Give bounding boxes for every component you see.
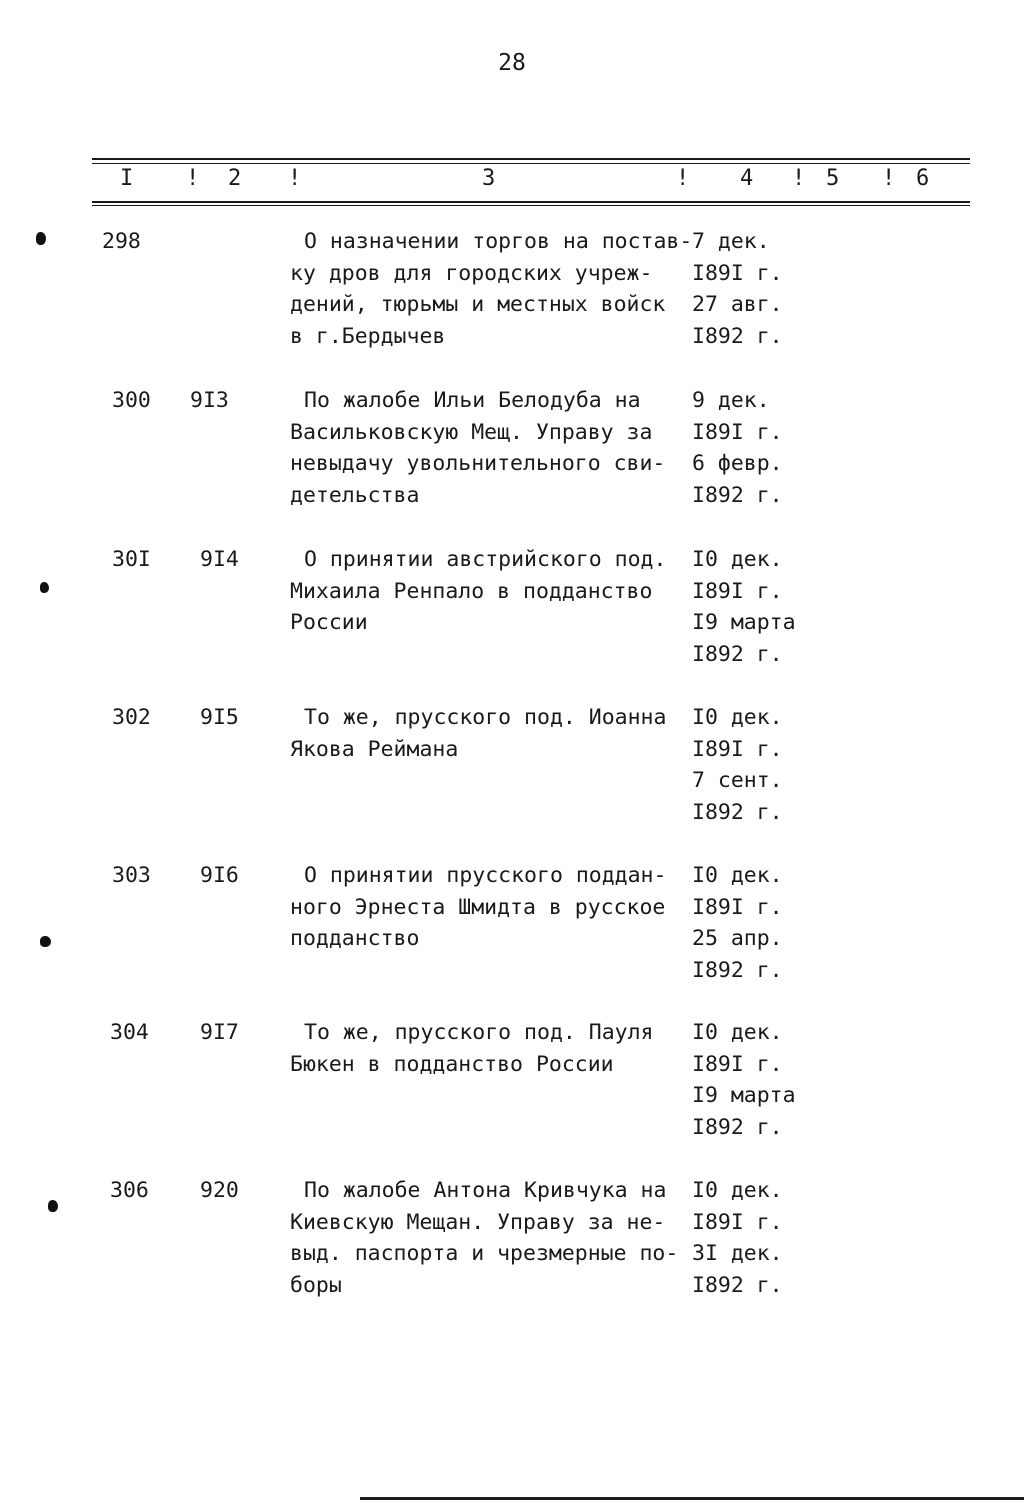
record-description	[290, 860, 690, 955]
record-description	[290, 1017, 690, 1080]
record-dates	[692, 226, 783, 352]
header-top-rule	[92, 158, 970, 160]
record-code: 9I5	[200, 705, 239, 730]
date-line: 6 февр.	[692, 451, 783, 476]
date-line: 7 сент.	[692, 768, 783, 793]
description-line: выд. паспорта и чрезмерные по-	[290, 1241, 679, 1266]
date-line: I89I г.	[692, 419, 783, 445]
header-col-1: I	[120, 166, 134, 191]
date-line: I9 марта	[692, 610, 796, 635]
header-col-6: 6	[916, 166, 930, 191]
description-line: По жалобе Антона Кривчука на	[304, 1178, 667, 1203]
description-line: Киевскую Мещан. Управу за не-	[290, 1209, 666, 1235]
date-line: I892 г.	[692, 1272, 783, 1298]
description-line: подданство	[290, 926, 420, 951]
description-line: дений, тюрьмы и местных войск	[290, 292, 666, 317]
record-description	[290, 385, 690, 511]
date-line: 3I дек.	[692, 1241, 783, 1266]
record-dates	[692, 860, 783, 986]
record-dates	[692, 1175, 783, 1301]
record-number: 303	[112, 863, 151, 888]
date-line: I89I г.	[692, 736, 783, 762]
date-line: 25 апр.	[692, 926, 783, 951]
description-line: Михаила Ренпало в подданство	[290, 578, 653, 604]
punch-hole-mark	[40, 582, 49, 593]
header-col-5: 5	[826, 166, 840, 191]
punch-hole-mark	[36, 232, 46, 245]
date-line: I892 г.	[692, 641, 783, 667]
page-number: 28	[498, 50, 526, 76]
header-separator: !	[792, 166, 806, 191]
description-line: То же, прусского под. Иоанна	[304, 705, 667, 730]
date-line: I892 г.	[692, 799, 783, 825]
header-bottom-rule	[92, 201, 970, 203]
header-col-2: 2	[228, 166, 242, 191]
punch-hole-mark	[48, 1200, 58, 1212]
record-dates	[692, 1017, 796, 1143]
record-code: 9I4	[200, 547, 239, 572]
record-number: 306	[110, 1178, 149, 1203]
record-code: 9I7	[200, 1020, 239, 1045]
description-line: детельства	[290, 482, 420, 508]
header-bottom-rule-thin	[92, 205, 970, 206]
description-line: Бюкен в подданство России	[290, 1051, 614, 1077]
record-number: 30I	[112, 547, 151, 572]
page-bottom-edge	[360, 1497, 1024, 1500]
description-line: То же, прусского под. Пауля	[304, 1020, 654, 1045]
description-line: О принятии австрийского под.	[304, 547, 667, 572]
record-description	[290, 702, 690, 765]
date-line: I89I г.	[692, 894, 783, 920]
description-line: в г.Бердычев	[290, 323, 446, 349]
header-col-3: 3	[482, 166, 496, 191]
record-description	[290, 226, 693, 352]
record-number: 304	[110, 1020, 149, 1045]
date-line: I892 г.	[692, 1114, 783, 1140]
header-separator: !	[288, 166, 302, 191]
date-line: I892 г.	[692, 323, 783, 349]
record-dates	[692, 385, 783, 511]
header-col-4: 4	[740, 166, 754, 191]
date-line: I0 дек.	[692, 705, 783, 730]
date-line: I89I г.	[692, 1051, 783, 1077]
record-number: 300	[112, 388, 151, 413]
date-line: I89I г.	[692, 260, 783, 286]
description-line: России	[290, 610, 368, 635]
description-line: О принятии прусского поддан-	[304, 863, 667, 888]
header-separator: !	[186, 166, 200, 191]
description-line: ку дров для городских учреж-	[290, 260, 653, 286]
record-code: 9I6	[200, 863, 239, 888]
header-separator: !	[676, 166, 690, 191]
record-description	[290, 1175, 690, 1301]
table-header	[0, 166, 1024, 196]
date-line: I89I г.	[692, 578, 783, 604]
description-line: ного Эрнеста Шмидта в русское	[290, 894, 666, 920]
date-line: 27 авг.	[692, 292, 783, 317]
date-line: I892 г.	[692, 482, 783, 508]
description-line: По жалобе Ильи Белодуба на	[304, 388, 641, 413]
record-dates	[692, 544, 796, 670]
date-line: I0 дек.	[692, 1178, 783, 1203]
date-line: I892 г.	[692, 957, 783, 983]
punch-hole-mark	[40, 936, 51, 947]
description-line: О назначении торгов на постав-	[304, 229, 693, 254]
record-dates	[692, 702, 783, 828]
record-number: 302	[112, 705, 151, 730]
record-number: 298	[102, 229, 141, 254]
record-code: 9I3	[190, 388, 229, 413]
header-top-rule-thin	[92, 163, 970, 164]
record-code: 920	[200, 1178, 239, 1203]
date-line: I0 дек.	[692, 547, 783, 572]
description-line: Якова Реймана	[290, 736, 459, 762]
description-line: невыдачу увольнительного сви-	[290, 451, 666, 476]
date-line: 9 дек.	[692, 388, 770, 413]
date-line: I0 дек.	[692, 863, 783, 888]
date-line: I9 марта	[692, 1083, 796, 1108]
description-line: боры	[290, 1272, 342, 1298]
record-description	[290, 544, 690, 639]
date-line: I89I г.	[692, 1209, 783, 1235]
date-line: 7 дек.	[692, 229, 770, 254]
date-line: I0 дек.	[692, 1020, 783, 1045]
description-line: Васильковскую Мещ. Управу за	[290, 419, 653, 445]
header-separator: !	[882, 166, 896, 191]
